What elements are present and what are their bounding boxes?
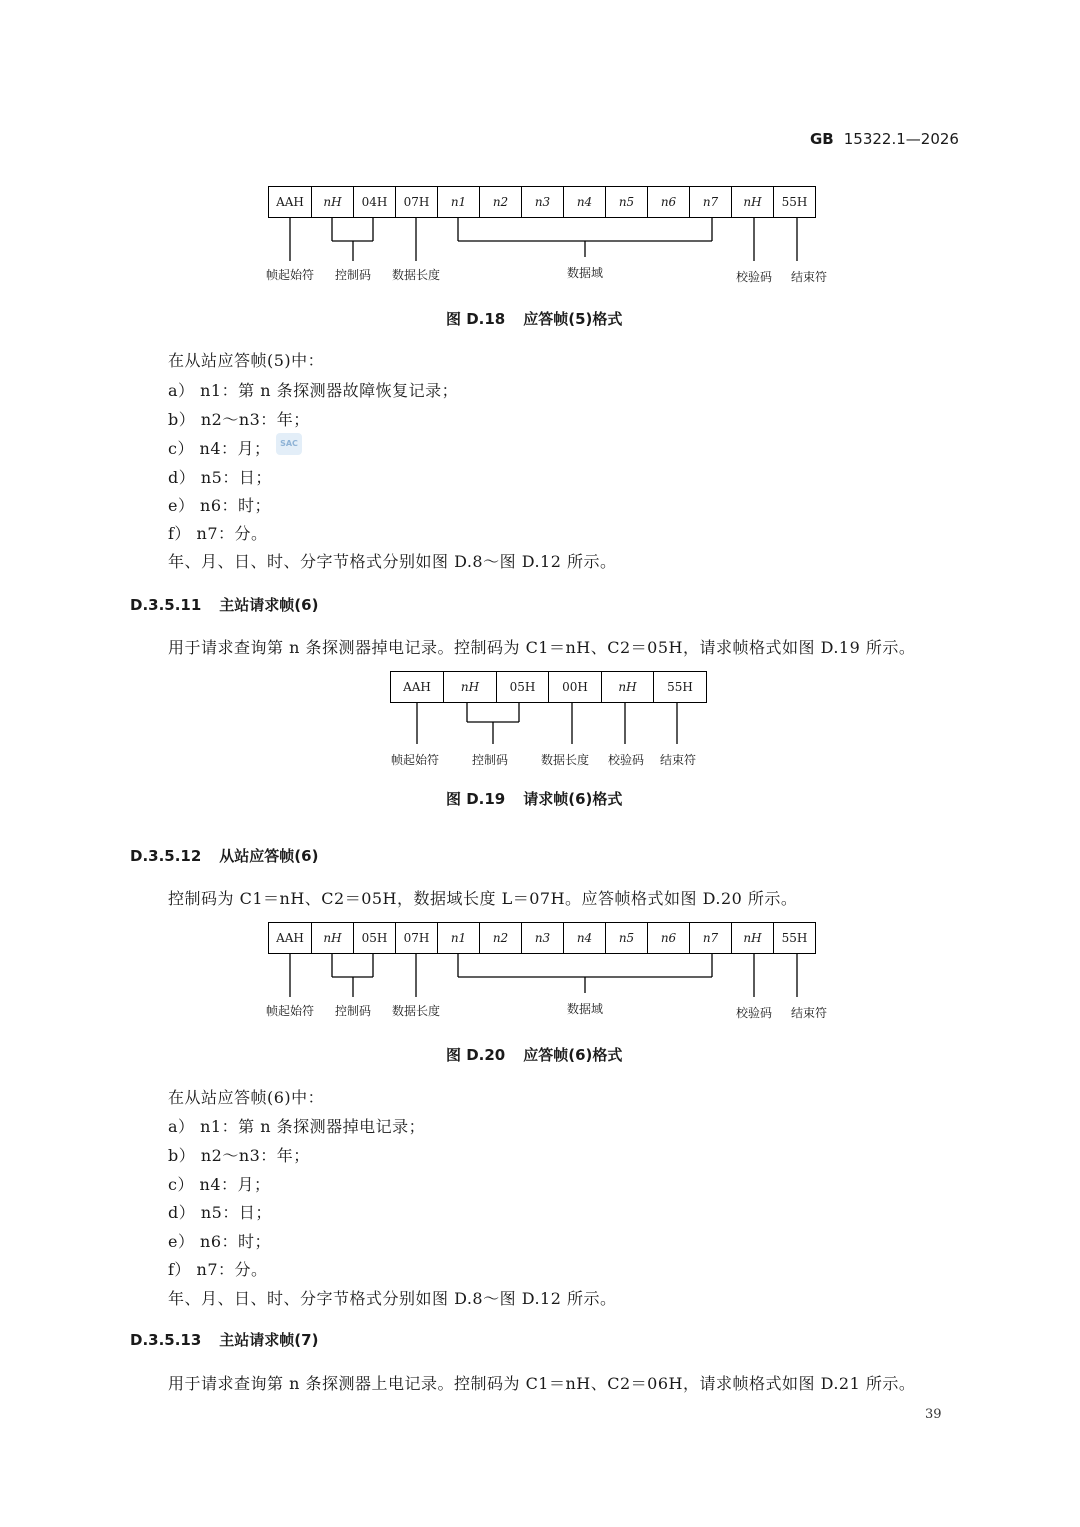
frame-cell: 07H	[396, 187, 438, 218]
frame-cell: 55H	[774, 187, 816, 218]
section-heading: D.3.5.13 主站请求帧(7)	[130, 1331, 319, 1349]
frame-cell: 07H	[396, 923, 438, 954]
sac-watermark-logo: SAC	[276, 433, 302, 455]
list-item: f） n7：分。	[168, 524, 268, 543]
label-frame-start: 帧起始符	[265, 1004, 315, 1018]
frame-cell: nH	[312, 923, 354, 954]
label-data-length: 数据长度	[540, 753, 590, 767]
label-data-field: 数据域	[566, 1002, 604, 1016]
label-control-code: 控制码	[334, 1004, 372, 1018]
list-item: a） n1：第 n 条探测器掉电记录；	[168, 1117, 426, 1136]
list-item: e） n6：时；	[168, 1232, 272, 1251]
label-checksum: 校验码	[735, 270, 773, 284]
list-item: f） n7：分。	[168, 1260, 268, 1279]
paragraph: 年、月、日、时、分字节格式分别如图 D.8～图 D.12 所示。	[168, 552, 617, 571]
frame-cell: AAH	[269, 187, 312, 218]
frame-cell: 55H	[774, 923, 816, 954]
frame-cell: n6	[648, 187, 690, 218]
frame-cell: n7	[690, 187, 732, 218]
label-data-length: 数据长度	[391, 1004, 441, 1018]
frame-cell: n4	[564, 187, 606, 218]
label-data-length: 数据长度	[391, 268, 441, 282]
paragraph: 在从站应答帧(6)中：	[168, 1088, 325, 1107]
frame-cell: n3	[522, 923, 564, 954]
label-control-code: 控制码	[334, 268, 372, 282]
frame-cell: n3	[522, 187, 564, 218]
frame-cell: nH	[312, 187, 354, 218]
frame-cell: n6	[648, 923, 690, 954]
frame-cell: n5	[606, 923, 648, 954]
frame-table	[268, 186, 816, 218]
figure-d18	[265, 186, 828, 284]
frame-cell: n2	[480, 187, 522, 218]
figure-caption: 图 D.20 应答帧(6)格式	[446, 1046, 623, 1064]
paragraph: 用于请求查询第 n 条探测器上电记录。控制码为 C1＝nH、C2＝06H，请求帧格式如图 D.21 所示。	[168, 1374, 916, 1393]
paragraph: 在从站应答帧(5)中：	[168, 351, 325, 370]
frame-cell: 04H	[354, 187, 396, 218]
list-item: c） n4：月；	[168, 1175, 271, 1194]
list-item: c） n4：月；	[168, 439, 271, 458]
frame-cell: n1	[438, 187, 480, 218]
frame-cell: nH	[602, 672, 654, 703]
list-item: a） n1：第 n 条探测器故障恢复记录；	[168, 381, 459, 400]
figure-d19	[390, 671, 707, 767]
figure-caption: 图 D.19 请求帧(6)格式	[446, 790, 623, 808]
paragraph: 控制码为 C1＝nH、C2＝05H，数据域长度 L＝07H。应答帧格式如图 D.20 所示。	[168, 889, 798, 908]
section-heading: D.3.5.11 主站请求帧(6)	[130, 596, 319, 614]
frame-cell: AAH	[269, 923, 312, 954]
frame-cell: nH	[732, 923, 774, 954]
label-data-field: 数据域	[566, 266, 604, 280]
frame-cell: n4	[564, 923, 606, 954]
paragraph: 用于请求查询第 n 条探测器掉电记录。控制码为 C1＝nH、C2＝05H，请求帧格式如图 D.19 所示。	[168, 638, 916, 657]
label-end: 结束符	[659, 753, 697, 767]
list-item: e） n6：时；	[168, 496, 272, 515]
label-frame-start: 帧起始符	[265, 268, 315, 282]
frame-cell: 05H	[354, 923, 396, 954]
label-checksum: 校验码	[607, 753, 645, 767]
list-item: b） n2～n3：年；	[168, 410, 310, 429]
figure-d20	[265, 922, 828, 1020]
standard-header: GB 15322.1—2026	[810, 130, 959, 148]
section-heading: D.3.5.12 从站应答帧(6)	[130, 847, 319, 865]
frame-table	[390, 671, 707, 703]
frame-table	[268, 922, 816, 954]
frame-cell: n7	[690, 923, 732, 954]
frame-cell: nH	[732, 187, 774, 218]
label-control-code: 控制码	[471, 753, 509, 767]
paragraph: 年、月、日、时、分字节格式分别如图 D.8～图 D.12 所示。	[168, 1289, 617, 1308]
label-end: 结束符	[790, 270, 828, 284]
frame-cell: 00H	[549, 672, 602, 703]
frame-cell: n1	[438, 923, 480, 954]
label-frame-start: 帧起始符	[390, 753, 440, 767]
frame-cell: 55H	[654, 672, 707, 703]
label-checksum: 校验码	[735, 1006, 773, 1020]
page-number: 39	[925, 1407, 942, 1422]
list-item: d） n5：日；	[168, 468, 272, 487]
list-item: d） n5：日；	[168, 1203, 272, 1222]
list-item: b） n2～n3：年；	[168, 1146, 310, 1165]
frame-cell: 05H	[497, 672, 549, 703]
frame-cell: n5	[606, 187, 648, 218]
figure-caption: 图 D.18 应答帧(5)格式	[446, 310, 623, 328]
label-end: 结束符	[790, 1006, 828, 1020]
frame-cell: nH	[444, 672, 497, 703]
frame-cell: n2	[480, 923, 522, 954]
frame-cell: AAH	[391, 672, 444, 703]
